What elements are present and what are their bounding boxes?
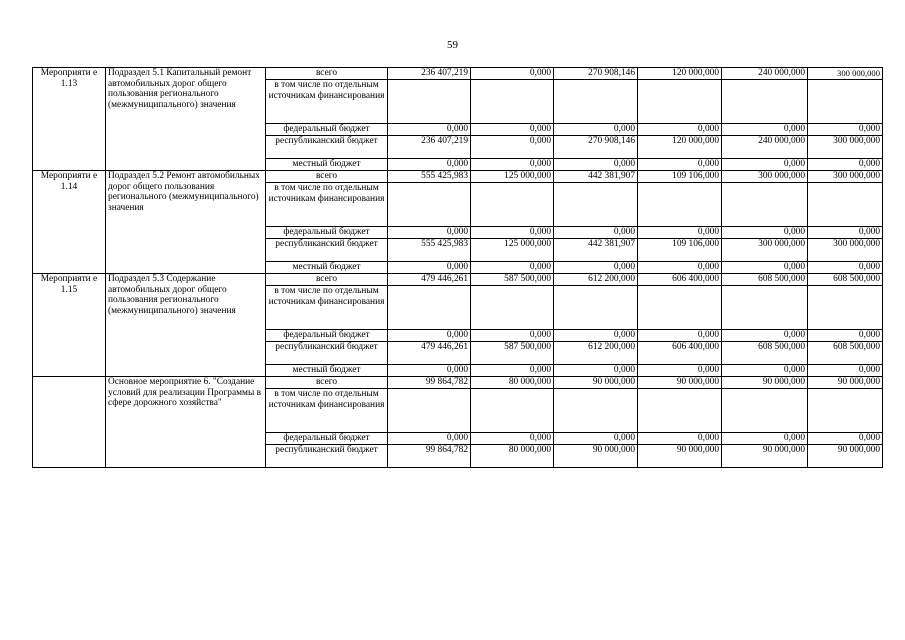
- activity-name: Подраздел 5.1 Капитальный ремонт автомобильных дорог общего пользования регионального (межмуниципального) значения: [106, 68, 266, 171]
- amount-cell: 0,000: [722, 365, 808, 377]
- funding-source-label: всего: [266, 377, 388, 389]
- amount-cell: 0,000: [471, 262, 554, 274]
- amount-cell: 555 425,983: [388, 171, 471, 183]
- amount-cell: 0,000: [722, 433, 808, 445]
- amount-cell: 479 446,261: [388, 342, 471, 365]
- amount-cell: 300 000,000: [808, 136, 883, 159]
- amount-cell: 0,000: [471, 330, 554, 342]
- amount-cell: 0,000: [471, 159, 554, 171]
- amount-cell: 90 000,000: [638, 377, 722, 389]
- funding-source-label: всего: [266, 68, 388, 80]
- amount-cell: [638, 183, 722, 227]
- amount-cell: 109 106,000: [638, 171, 722, 183]
- funding-source-label: в том числе по отдельным источникам финансирования: [266, 286, 388, 330]
- funding-source-label: республиканский бюджет: [266, 136, 388, 159]
- amount-cell: 300 000,000: [808, 239, 883, 262]
- table-row: [33, 68, 883, 80]
- amount-cell: [554, 183, 638, 227]
- amount-cell: 270 908,146: [554, 68, 638, 80]
- amount-cell: 240 000,000: [722, 68, 808, 80]
- amount-cell: 99 864,782: [388, 377, 471, 389]
- amount-cell: 608 500,000: [722, 274, 808, 286]
- funding-source-label: местный бюджет: [266, 159, 388, 171]
- amount-cell: 0,000: [808, 262, 883, 274]
- amount-cell: 0,000: [554, 262, 638, 274]
- amount-cell: 0,000: [722, 330, 808, 342]
- amount-cell: [638, 389, 722, 433]
- amount-cell: 0,000: [808, 159, 883, 171]
- funding-source-label: республиканский бюджет: [266, 342, 388, 365]
- amount-cell: 0,000: [554, 124, 638, 136]
- amount-cell: 587 500,000: [471, 274, 554, 286]
- funding-table: [32, 67, 883, 468]
- amount-cell: [388, 80, 471, 124]
- amount-cell: 608 500,000: [722, 342, 808, 365]
- amount-cell: 0,000: [722, 262, 808, 274]
- activity-code: [33, 377, 106, 468]
- funding-source-label: федеральный бюджет: [266, 124, 388, 136]
- amount-cell: 0,000: [722, 159, 808, 171]
- amount-cell: 442 381,907: [554, 239, 638, 262]
- amount-cell: 240 000,000: [722, 136, 808, 159]
- amount-cell: [471, 389, 554, 433]
- table-row: [33, 171, 883, 183]
- amount-cell: 587 500,000: [471, 342, 554, 365]
- amount-cell: [722, 286, 808, 330]
- amount-cell: 90 000,000: [722, 445, 808, 468]
- activity-code: Мероприяти е 1.13: [33, 68, 106, 171]
- amount-cell: 0,000: [471, 136, 554, 159]
- amount-cell: [554, 80, 638, 124]
- amount-cell: 0,000: [388, 159, 471, 171]
- amount-cell: 90 000,000: [808, 445, 883, 468]
- amount-cell: 612 200,000: [554, 274, 638, 286]
- amount-cell: [471, 286, 554, 330]
- amount-cell: 608 500,000: [808, 342, 883, 365]
- amount-cell: [388, 389, 471, 433]
- amount-cell: 0,000: [638, 159, 722, 171]
- amount-cell: 0,000: [722, 227, 808, 239]
- amount-cell: [554, 286, 638, 330]
- funding-source-label: местный бюджет: [266, 262, 388, 274]
- amount-cell: 0,000: [638, 330, 722, 342]
- amount-cell: 125 000,000: [471, 171, 554, 183]
- amount-cell: 99 864,782: [388, 445, 471, 468]
- funding-source-label: всего: [266, 171, 388, 183]
- funding-source-label: федеральный бюджет: [266, 433, 388, 445]
- amount-cell: 0,000: [471, 68, 554, 80]
- amount-cell: 0,000: [388, 124, 471, 136]
- amount-cell: 0,000: [638, 262, 722, 274]
- amount-cell: 0,000: [554, 227, 638, 239]
- amount-cell: 300 000,000: [722, 239, 808, 262]
- amount-cell: [638, 286, 722, 330]
- amount-cell: 0,000: [388, 433, 471, 445]
- amount-cell: 608 500,000: [808, 274, 883, 286]
- funding-source-label: федеральный бюджет: [266, 227, 388, 239]
- amount-cell: [722, 183, 808, 227]
- amount-cell: 555 425,983: [388, 239, 471, 262]
- table-row: [33, 274, 883, 286]
- amount-cell: 90 000,000: [808, 377, 883, 389]
- amount-cell: [638, 80, 722, 124]
- amount-cell: 0,000: [638, 433, 722, 445]
- amount-cell: 270 908,146: [554, 136, 638, 159]
- amount-cell: 120 000,000: [638, 136, 722, 159]
- amount-cell: 0,000: [638, 365, 722, 377]
- amount-cell: 612 200,000: [554, 342, 638, 365]
- amount-cell: 300 000,000: [722, 171, 808, 183]
- amount-cell: 0,000: [808, 124, 883, 136]
- amount-cell: 0,000: [471, 124, 554, 136]
- amount-cell: 300 000,000: [808, 68, 883, 80]
- amount-cell: 0,000: [471, 433, 554, 445]
- amount-cell: 0,000: [638, 227, 722, 239]
- activity-name: Подраздел 5.2 Ремонт автомобильных дорог общего пользования регионального (межмуниципального) значения: [106, 171, 266, 274]
- amount-cell: 0,000: [808, 433, 883, 445]
- funding-source-label: республиканский бюджет: [266, 239, 388, 262]
- amount-cell: 606 400,000: [638, 274, 722, 286]
- amount-cell: [722, 389, 808, 433]
- funding-source-label: республиканский бюджет: [266, 445, 388, 468]
- funding-source-label: в том числе по отдельным источникам финансирования: [266, 80, 388, 124]
- activity-code: Мероприяти е 1.15: [33, 274, 106, 377]
- amount-cell: [388, 183, 471, 227]
- amount-cell: 0,000: [808, 365, 883, 377]
- amount-cell: 0,000: [554, 433, 638, 445]
- amount-cell: 300 000,000: [808, 171, 883, 183]
- amount-cell: 0,000: [471, 365, 554, 377]
- amount-cell: 90 000,000: [554, 377, 638, 389]
- amount-cell: [808, 389, 883, 433]
- amount-cell: 606 400,000: [638, 342, 722, 365]
- activity-name: Основное мероприятие 6. "Создание условий для реализации Программы в сфере дорожного хозяйства": [106, 377, 266, 468]
- amount-cell: [722, 80, 808, 124]
- activity-name: Подраздел 5.3 Содержание автомобильных дорог общего пользования регионального (межмуниципального) значения: [106, 274, 266, 377]
- amount-cell: 0,000: [471, 227, 554, 239]
- amount-cell: [471, 80, 554, 124]
- amount-cell: 0,000: [554, 159, 638, 171]
- amount-cell: [808, 286, 883, 330]
- table-row: [33, 377, 883, 389]
- amount-cell: 0,000: [388, 227, 471, 239]
- funding-source-label: всего: [266, 274, 388, 286]
- amount-cell: 0,000: [554, 330, 638, 342]
- funding-source-label: в том числе по отдельным источникам финансирования: [266, 389, 388, 433]
- amount-cell: 80 000,000: [471, 445, 554, 468]
- amount-cell: 0,000: [808, 227, 883, 239]
- amount-cell: 442 381,907: [554, 171, 638, 183]
- amount-cell: [471, 183, 554, 227]
- amount-cell: 80 000,000: [471, 377, 554, 389]
- amount-cell: 0,000: [808, 330, 883, 342]
- amount-cell: 125 000,000: [471, 239, 554, 262]
- amount-cell: 0,000: [388, 262, 471, 274]
- funding-source-label: в том числе по отдельным источникам финансирования: [266, 183, 388, 227]
- amount-cell: 90 000,000: [554, 445, 638, 468]
- amount-cell: 479 446,261: [388, 274, 471, 286]
- page-number: 59: [447, 39, 458, 51]
- amount-cell: 0,000: [554, 365, 638, 377]
- amount-cell: 0,000: [388, 330, 471, 342]
- amount-cell: 90 000,000: [638, 445, 722, 468]
- amount-cell: 90 000,000: [722, 377, 808, 389]
- amount-cell: 0,000: [638, 124, 722, 136]
- amount-cell: [808, 183, 883, 227]
- amount-cell: 109 106,000: [638, 239, 722, 262]
- amount-cell: 120 000,000: [638, 68, 722, 80]
- funding-source-label: федеральный бюджет: [266, 330, 388, 342]
- amount-cell: [388, 286, 471, 330]
- amount-cell: 0,000: [722, 124, 808, 136]
- amount-cell: 0,000: [388, 365, 471, 377]
- activity-code: Мероприяти е 1.14: [33, 171, 106, 274]
- amount-cell: [554, 389, 638, 433]
- amount-cell: 236 407,219: [388, 68, 471, 80]
- amount-cell: 236 407,219: [388, 136, 471, 159]
- amount-cell: [808, 80, 883, 124]
- funding-source-label: местный бюджет: [266, 365, 388, 377]
